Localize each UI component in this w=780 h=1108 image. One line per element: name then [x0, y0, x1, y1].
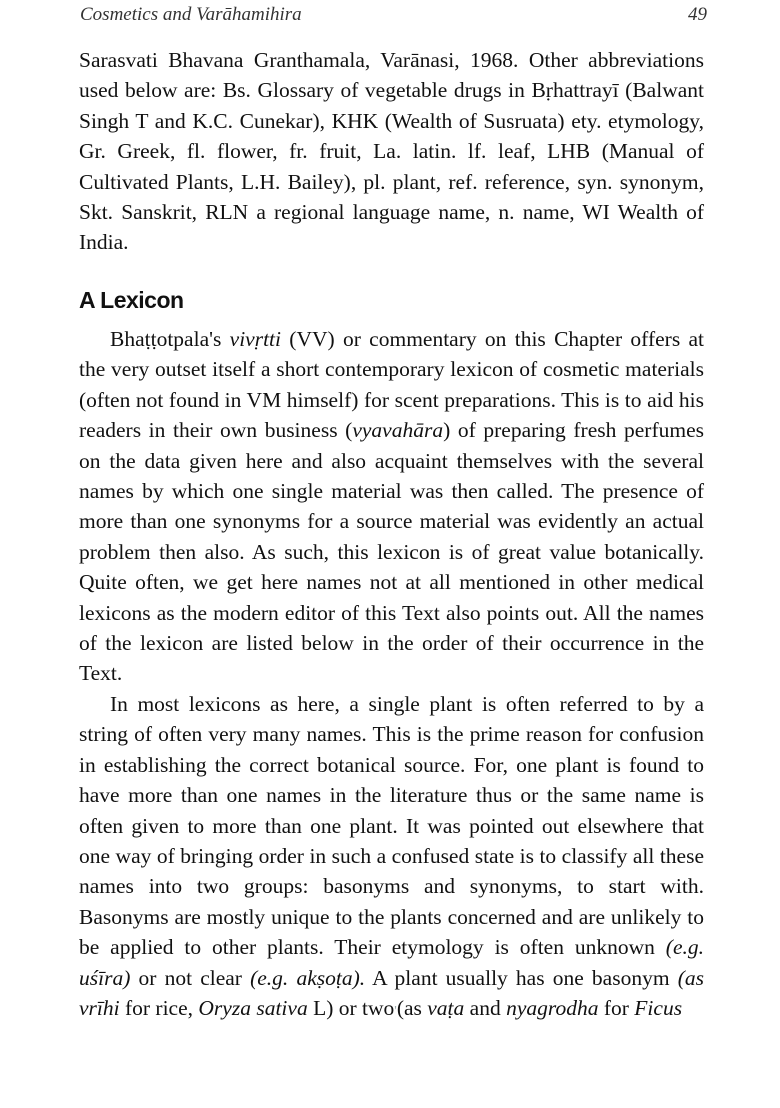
italic-term: Oryza sativa	[198, 995, 308, 1020]
italic-term: (e.g. uśīra)	[79, 935, 704, 990]
italic-term: vyavahāra	[352, 418, 444, 443]
italic-term: Ficus	[634, 995, 683, 1020]
italic-term: vaṭa	[427, 995, 465, 1020]
paragraph-1	[79, 324, 704, 689]
text-run: A plant usually has one basonym	[365, 965, 678, 990]
page-number: 49	[688, 4, 707, 25]
italic-term: (as vrīhi	[79, 965, 704, 1020]
text-run: for	[598, 995, 635, 1020]
text-run: L) or two	[307, 995, 395, 1020]
running-head	[80, 4, 707, 28]
italic-term: (e.g. akṣoṭa).	[250, 965, 366, 990]
continued-text-block	[79, 45, 704, 258]
text-run: (as	[396, 995, 428, 1020]
text-run: (VV) or commentary on this Chapter offers at the very outset itself a short contemporary lexicon of cosmetic materials (often not found in VM himself) for scent preparations. This is to aid his readers in their own business (	[79, 327, 704, 443]
italic-term: vivṛtti	[229, 327, 282, 351]
section-text-block	[79, 324, 704, 1027]
paragraph-2	[79, 689, 704, 1027]
running-head-title: Cosmetics and Varāhamihira	[80, 4, 302, 25]
faint-mark: '	[394, 1003, 397, 1019]
text-run: and	[464, 995, 507, 1020]
text-run: In most lexicons as here, a single plant is often referred to by a string of often very many names. This is the prime reason for confusion in establishing the correct botanical source. For, one plant is found to have more than one names in the literature thus or the same name is often given to more than one plant. It was pointed out elsewhere that one way of bringing order in such a confused state is to classify all these names into two groups: basonyms and synonyms, to start with. Basonyms are mostly unique to the plants concerned and are unlikely to be applied to other plants. Their etymology is often unknown	[79, 691, 704, 960]
section-heading: A Lexicon	[79, 287, 184, 313]
italic-term: nyagrodha	[506, 995, 599, 1020]
continued-paragraph: Sarasvati Bhavana Granthamala, Varānasi, 1968. Other abbreviations used below are: Bs. Glossary of vegetable drugs in Bṛhattrayī (Balwant Singh T and K.C. Cunekar), KHK (Wealth of Susruata) ety. etymology, Gr. Greek, fl. flower, fr. fruit, La. latin. lf. leaf, LHB (Manual of Cultivated Plants, L.H. Bailey), pl. plant, ref. reference, syn. synonym, Skt. Sanskrit, RLN a regional language name, n. name, WI Wealth of India.	[79, 48, 704, 255]
text-run: for rice,	[119, 995, 199, 1020]
text-run: Bhaṭṭotpala's	[110, 327, 230, 351]
text-run: or not clear	[130, 965, 251, 990]
text-run: ) of preparing fresh perfumes on the data given here and also acquaint themselves with the several names by which one single material was then called. The presence of more than one synonyms for a source material was evidently an actual problem then also. As such, this lexicon is of great value botanically. Quite often, we get here names not at all mentioned in other medical lexicons as the modern editor of this Text also points out. All the names of the lexicon are listed below in the order of their occurrence in the Text.	[79, 418, 704, 686]
